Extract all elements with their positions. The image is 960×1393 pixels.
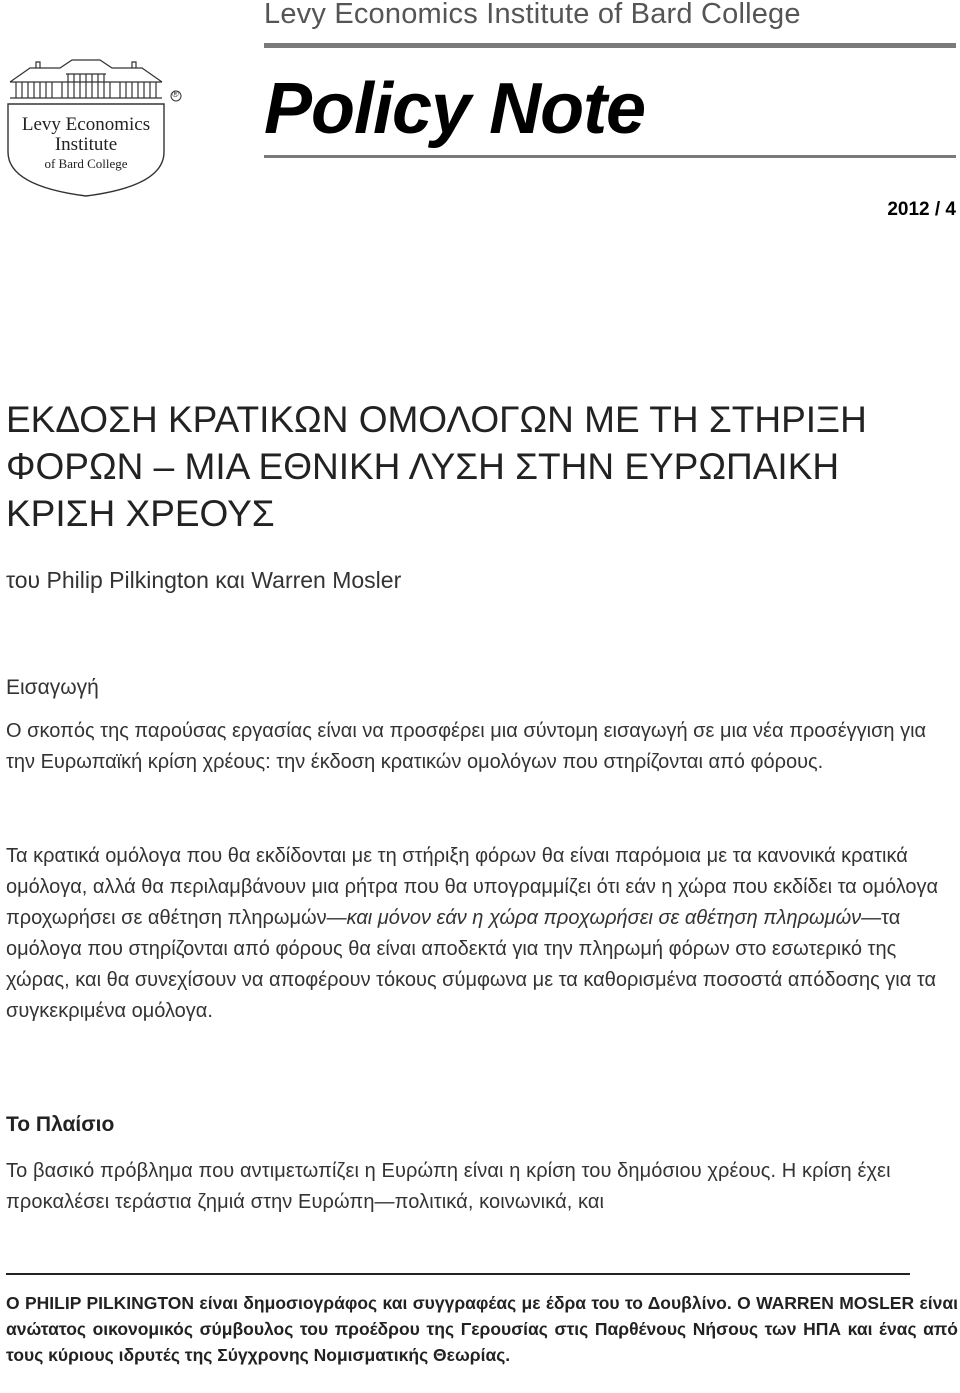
logo-line-1: Levy Economics (21, 114, 151, 135)
article-title: ΕΚΔΟΣΗ ΚΡΑΤΙΚΩΝ ΟΜΟΛΟΓΩΝ ΜΕ ΤΗ ΣΤΗΡΙΞΗ ΦΟΡΩΝ – ΜΙΑ ΕΘΝΙΚΗ ΛΥΣΗ ΣΤΗΝ ΕΥΡΩΠΑΙΚΗ ΚΡΙΣΗ ΧΡΕΟΥΣ (6, 399, 867, 534)
body-paragraph (6, 841, 956, 1027)
institute-logo (0, 56, 186, 198)
intro-heading: Εισαγωγή (6, 676, 99, 699)
logo-line-2: Institute (54, 134, 118, 155)
footnote-rule (6, 1273, 910, 1275)
article-authors: του Philip Pilkington και Warren Mosler (6, 567, 402, 593)
logo-line-3: of Bard College (44, 156, 128, 171)
body-text-emphasis: και μόνον εάν η χώρα προχωρήσει σε αθέτηση πληρωμών (346, 907, 862, 929)
framework-heading: Το Πλαίσιο (6, 1113, 115, 1136)
framework-paragraph: Το βασικό πρόβλημα που αντιμετωπίζει η Ευρώπη είναι η κρίση του δημόσιου χρέους. Η κρίση έχει προκαλέσει τεράστια ζημιά στην Ευρώπη—πολιτικά, κοινωνικά, και (6, 1160, 891, 1213)
header-bottom-rule (264, 155, 956, 158)
series-title: Policy Note (264, 69, 646, 149)
intro-paragraph: Ο σκοπός της παρούσας εργασίας είναι να προσφέρει μια σύντομη εισαγωγή σε μια νέα προσέγγιση για την Ευρωπαϊκή κρίση χρέους: την έκδοση κρατικών ομολόγων που στηρίζονται από φόρους. (6, 720, 927, 773)
body-text-start: Τα κρατικά ομόλογα που θα εκδίδονται με τη στήριξη φόρων θα είναι παρόμοια με τα κανονικά κρατικά ομόλογα, αλλά θα περιλαμβάνουν μια ρήτρα που θα υπογραμμίζει ότι εάν η χώρα που εκδίδει τα ομόλογα προχωρήσει σε αθέτηση πληρωμών— (6, 845, 939, 929)
header-top-rule (264, 43, 956, 48)
issue-number: 2012 / 4 (887, 199, 956, 220)
registered-mark: ® (172, 89, 179, 99)
author-footnote: Ο PHILIP PILKINGTON είναι δημοσιογράφος και συγγραφέας με έδρα του το Δουβλίνο. Ο WARREN MOSLER είναι ανώτατος οικονομικός σύμβουλος του προέδρου της Γερουσίας στις Παρθένους Νήσους των ΗΠΑ και ένας από τους κύριους ιδρυτές της Σύγχρονης Νομισματικής Θεωρίας. (6, 1293, 958, 1365)
institute-name: Levy Economics Institute of Bard College (264, 0, 801, 30)
body-text-end: —τα ομόλογα που στηρίζονται από φόρους θα είναι αποδεκτά για την πληρωμή φόρων στο εσωτερικό της χώρας, και θα συνεχίσουν να αποφέρουν τόκους σύμφωνα με τα καθορισμένα ποσοστά απόδοσης για τα συγκεκριμένα ομόλογα. (6, 907, 937, 1022)
